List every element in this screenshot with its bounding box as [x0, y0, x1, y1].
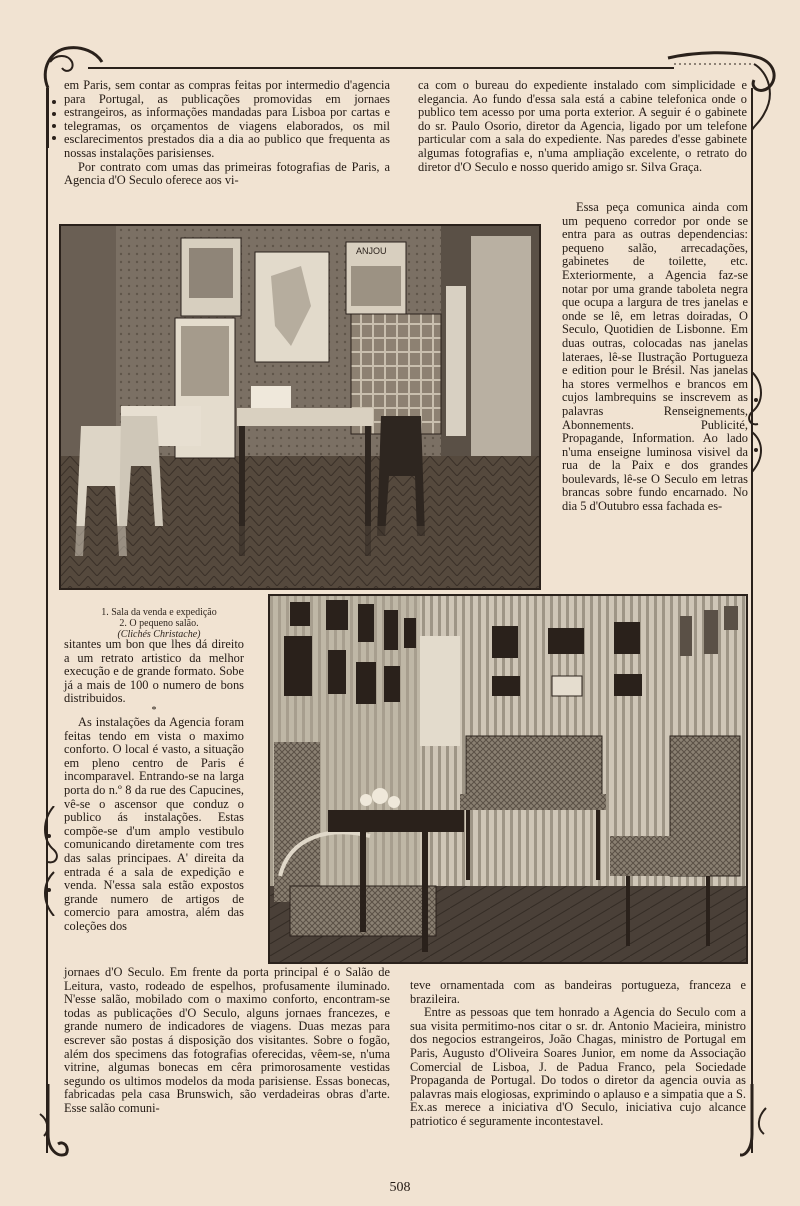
caption-line: (Clichés Christache)	[117, 629, 201, 640]
frame-right-rule	[751, 88, 753, 1153]
section-separator: *	[151, 704, 157, 716]
paragraph: em Paris, sem contar as compras feitas por intermedio d'agencia para Portugal, as publicações promovidas em jornaes estrangeiros, as informações mandadas para Lisboa por cartas e telegramas, os orçamentos de viagens elaborados, os mil esclarecimentos prestados dia a dia ao publico que frequenta as nossas instalações parisienses.	[64, 78, 390, 160]
column-right-bottom	[410, 979, 746, 1129]
paragraph: As instalações da Agencia foram feitas tendo em vista o maximo conforto. O local é vasto, a situação em pleno centro de Paris é incomparavel. Entrando-se na larga porta do n.º 8 da rue des Capucines, vê-se o ascensor que conduz o publico ás instalações. Estas compõe-se d'um amplo vestibulo comunicando diretamente com tres das salas principaes. A' direita da entrada é a sala de expedição e venda. N'essa sala estão expostos grande numero de artigos de comercio para amostra, além das coleções dos	[64, 714, 244, 933]
paragraph: ca com o bureau do expediente instalado com simplicidade e elegancia. Ao fundo d'essa sala está a cabine telefonica onde o publico tem acesso por uma porta exterior. A seguir é o gabinete do sr. Paulo Osorio, diretor da Agencia, ligado por um telefone particular com a sala do expediente. Nas paredes d'esse gabinete algumas fotografias e, n'uma ampliação excelente, o retrato do diretor d'O Seculo e nosso querido amigo sr. Silva Graça.	[418, 78, 747, 174]
page-number: 508	[389, 1180, 411, 1195]
photo-sales-room	[59, 224, 541, 590]
column-right-top	[418, 79, 747, 174]
column-left-bottom	[64, 966, 390, 1116]
paragraph: Entre as pessoas que tem honrado a Agencia do Seculo com a sua visita permitimo-nos citar o sr. dr. Antonio Macieira, ministro dos negocios estrangeiros, João Chagas, ministro de Portugal em Paris, Augusto d'Oliveira Soares Junior, em nome da Associação Comercial de Lisboa, J. de Padua Franco, pela Sociedade Propaganda de Portugal. Do todos o diretor da agencia ouvia as palavras mais elogiosas, exprimindo o aplauso e a simpatia que a S. Ex.as merece a iniciativa d'O Seculo, iniciativa cujo alcance patriotico é seguramente incontestavel.	[410, 1005, 746, 1128]
column-right-narrow	[562, 201, 748, 514]
paragraph: Por contrato com umas das primeiras fotografias de Paris, a Agencia d'O Seculo oferece aos vi-	[64, 159, 390, 188]
frame-top-rule	[88, 67, 674, 69]
photo-caption	[64, 607, 254, 640]
paragraph: Essa peça comunica ainda com um pequeno corredor por onde se entra para as outras dependencias: pequeno salão, arrecadações, gabinetes de toilette, etc. Exteriormente, a Agencia faz-se notar por uma grande taboleta negra que ocupa a largura de tres janelas e onde se lê, em letras doiradas, O Seculo, Quotidien de Lisbonne. Em duas outras, colocadas nas janelas lateraes, lê-se Ilustração Portugueza e edition pour le Brésil. Nas janelas ha stores vermelhos e brancos em cujos lambrequins se inscrevem as palavras Renseignements, Abonnements. Publicité, Propagande, Information. Ao lado n'uma enseigne luminosa visivel da rua de la Paix e dos grandes boulevards, lê-se O Seculo em letras brancas sobre fundo encarnado. No dia 5 d'Outubro essa fachada es-	[562, 200, 748, 514]
paragraph: jornaes d'O Seculo. Em frente da porta principal é o Salão de Leitura, vasto, rodeado de espelhos, profusamente iluminado. N'esse salão, mobilado com o maximo conforto, encontram-se todas as publicações d'O Seculo, alguns jornaes francezes, e grande numero de indicadores de viagens. Duas mezas para escrever são postas á disposição dos visitantes. Sobre o fogão, além dos specimens das fotografias oferecidas, vêem-se, n'uma vitrine, algumas bonecas em cêra primorosamente vestidas segundo os ultimos modelos da moda parisiense. Essas bonecas, fabricadas pela casa Brunswich, são verdadeiras obras d'arte. Esse salão comuni-	[64, 965, 390, 1115]
paragraph: teve ornamentada com as bandeiras portugueza, franceza e brazileira.	[410, 978, 746, 1006]
frame-left-rule	[46, 88, 48, 1153]
caption-line: 1. Sala da venda e expedição	[101, 607, 217, 618]
caption-line: 2. O pequeno salão.	[119, 618, 199, 629]
paragraph: sitantes um bon que lhes dá direito a um retrato artistico da melhor execução e de grande formato. Sobe já a mais de 100 o numero de bons distribuidos.	[64, 637, 244, 706]
poster-sign-text: ANJOU	[356, 246, 387, 256]
column-left-mid	[64, 638, 244, 933]
left-middle-ornament	[38, 806, 62, 916]
photo-small-salon	[268, 594, 748, 964]
column-left-top	[64, 79, 390, 188]
